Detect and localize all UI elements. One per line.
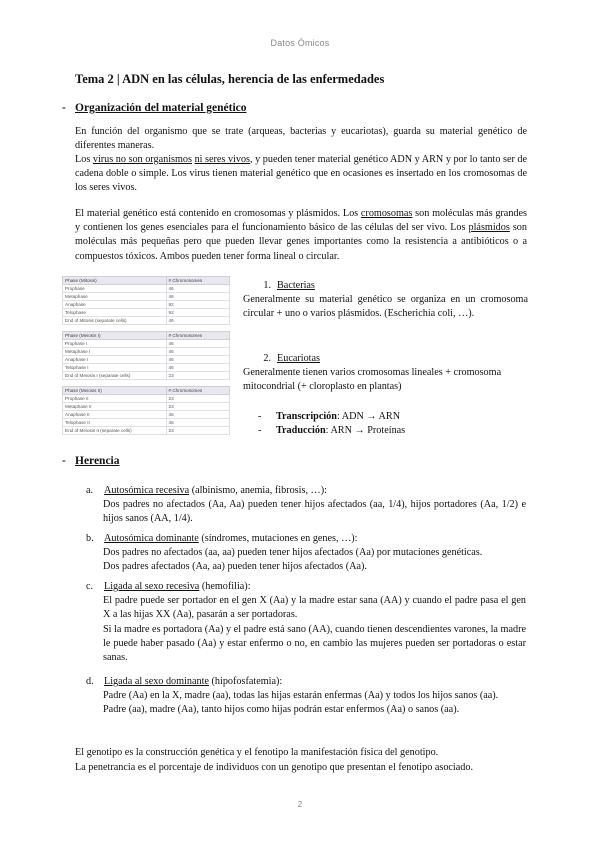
item-line: Dos padres afectados (Aa, aa) pueden tener hijos afectados (Aa). [103,561,367,573]
bullet-dash: - [258,425,262,437]
table-cell: Metaphase [63,293,167,301]
table-cell: Prophase I [63,340,167,348]
item-mark: d. [86,676,94,687]
underlined-virus-no-organismos: virus no son organismos [92,154,192,165]
table-row [63,293,230,301]
table-row [63,340,230,348]
table-row [63,356,230,364]
table-cell: 92 [166,301,229,309]
table-cell: 23 [166,372,229,380]
table-row [63,301,230,309]
bullet-bold: Traducción [276,425,326,437]
bullet-dash: - [258,411,262,422]
table-cell: 23 [166,427,229,435]
table-header: # Chromosomes [166,387,229,395]
table-header: Phase (Mitosis) [63,277,167,285]
section-dash: - [62,102,66,114]
table-cell: 46 [166,285,229,293]
table-cell: Anaphase [63,301,167,309]
table-header: Phase (Meiosis I) [63,332,167,340]
mitosis-table [62,276,230,325]
text-run: Los [75,154,93,165]
item-text: (hipofosfatemia): [208,676,283,687]
underlined-cromosomas: cromosomas [360,208,413,219]
table-cell: 46 [166,411,229,419]
table-cell: Metaphase I [63,348,167,356]
table-header: # Chromosomes [166,277,229,285]
closing-genotipo: El genotipo es la construcción genética y el fenotipo la manifestación física del genotipo. [75,747,439,758]
list-label-bacterias: Bacterias [277,280,315,291]
table-cell: Telophase [63,309,167,317]
table-cell: 46 [166,419,229,427]
bullet-list-central-dogma [258,410,528,438]
table-cell: Anaphase II [63,411,167,419]
paragraph-cromosomas [75,207,527,264]
text-run: , y pueden tener material genético ADN y ARN y por lo tanto ser de cadena doble o simple. Los virus tienen material genético que en ocasiones es insertado en los cromosomas de los seres vivos. [75,154,528,194]
table-row [63,403,230,411]
table-cell: 46 [166,356,229,364]
table-row [63,309,230,317]
herencia-item-c [86,580,526,665]
table-cell: 46 [166,348,229,356]
herencia-item-a [86,484,526,527]
table-cell: Prophase [63,285,167,293]
item-text: (síndromes, mutaciones en genes, …): [198,533,358,544]
paragraph-intro: En función del organismo que se trate (arqueas, bacterias y eucariotas), guarda su material genético de diferentes maneras. [75,126,527,152]
list-item [258,424,528,438]
list-item-bacterias [243,279,528,322]
item-line: El padre puede ser portador en el gen X (Aa) y la madre estar sana (AA) y cuando el padre pasa el gen X a las hijas XX (Aa), pasarán a ser portadoras. [103,595,526,621]
item-text: (albinismo, anemia, fibrosis, …): [189,485,327,496]
table-cell: 46 [166,340,229,348]
chromosome-phase-tables [62,276,230,441]
table-row [63,419,230,427]
item-mark: a. [86,485,94,496]
text-run: son moléculas más pequeñas pero que pueden llevar genes importantes como la resistencia a antibióticos o a compuestos tóxicos. Ambos pueden tener forma lineal o circular. [75,222,527,262]
item-line: Dos padres no afectados (aa, aa) pueden tener hijos afectados (Aa) por mutaciones genéticas. [103,547,483,559]
table-header: # Chromosomes [166,332,229,340]
page-number: 2 [297,800,303,809]
section-dash: - [62,455,66,467]
list-number: 1. [263,280,271,291]
section-heading-herencia [62,455,120,467]
bullet-text: : ARN → Proteínas [325,425,406,437]
item-text: (hemofilia): [199,581,251,592]
table-row [63,427,230,435]
herencia-item-b [86,532,526,575]
table-row [63,364,230,372]
item-mark: b. [86,533,94,544]
table-cell: End of Meiosis I (separate cells) [63,372,167,380]
list-label-eucariotas: Eucariotas [277,353,320,364]
closing-penetrancia: La penetrancia es el porcentaje de individuos con un genotipo que presentan el fenotipo asociado. [75,762,474,773]
table-cell: 46 [166,317,229,325]
text-run: El material genético está contenido en cromosomas y plásmidos. Los [75,208,361,219]
meiosis-ii-table [62,386,230,435]
item-mark: c. [86,581,94,592]
table-cell: Metaphase II [63,403,167,411]
list-item-eucariotas [243,352,528,395]
item-line: Padre (Aa) en la X, madre (aa), todas las hijas estarán enfermas (Aa) y todos los hijos sanos (aa). [103,690,499,702]
table-cell: Telophase II [63,419,167,427]
item-label: Ligada al sexo recesiva [104,581,200,592]
list-number: 2. [263,353,271,364]
page-title: Tema 2 | ADN en las células, herencia de las enfermedades [75,72,385,86]
item-label: Autosómica recesiva [104,485,190,496]
section-heading-text: Herencia [75,455,120,467]
table-header: Phase (Meiosis II) [63,387,167,395]
table-row [63,372,230,380]
page-header: Datos Ómicos [270,38,330,48]
table-cell: Anaphase I [63,356,167,364]
text-run: son moléculas más grandes y contienen los genes esenciales para el funcionamiento básico de las células del ser vivo. Los [75,208,527,234]
herencia-item-d [86,675,526,718]
table-row [63,395,230,403]
list-item [258,410,528,424]
table-cell: 23 [166,403,229,411]
bullet-text: : ADN → ARN [336,411,401,422]
list-text-eucariotas: Generalmente tienen varios cromosomas lineales + cromosoma mitocondrial (+ cloroplasto en plantas) [243,367,502,393]
table-cell: Telophase I [63,364,167,372]
meiosis-i-table [62,331,230,380]
table-cell: Prophase II [63,395,167,403]
item-label: Ligada al sexo dominante [104,676,209,687]
item-label: Autosómica dominante [104,533,199,544]
list-text-bacterias: Generalmente su material genético se organiza en un cromosoma circular + uno o varios plásmidos. (Escherichia coli, …). [243,294,528,320]
table-cell: 92 [166,309,229,317]
paragraph-virus [75,153,527,196]
table-cell: 46 [166,364,229,372]
table-row [63,317,230,325]
table-cell: 46 [166,293,229,301]
item-line: Si la madre es portadora (Aa) y el padre está sano (AA), cuando tienen descendientes varones, la madre le puede haber pasado (Aa) y estar enfermo o no, en cambio las mujeres pueden ser portadoras o estar sanas. [103,623,526,664]
table-cell: End of Meiosis II (separate cells) [63,427,167,435]
table-row [63,348,230,356]
item-line: Dos padres no afectados (Aa, Aa) pueden tener hijos afectados (aa, 1/4), hijos portadores (Aa, 1/2) e hijos sanos (AA, 1/4). [103,499,526,525]
item-line: Padre (aa), madre (Aa), tanto hijos como hijas podrán estar enfermos (Aa) o sanos (aa). [103,704,460,716]
underlined-plasmidos: plásmidos [468,222,510,234]
table-row [63,285,230,293]
table-cell: End of Mitosis (separate cells) [63,317,167,325]
section-heading-text: Organización del material genético [75,102,247,114]
table-cell: 23 [166,395,229,403]
section-heading-organizacion [62,102,247,114]
bullet-bold: Transcripción [276,411,337,422]
table-row [63,411,230,419]
underlined-ni-seres-vivos: ni seres vivos [194,154,251,165]
